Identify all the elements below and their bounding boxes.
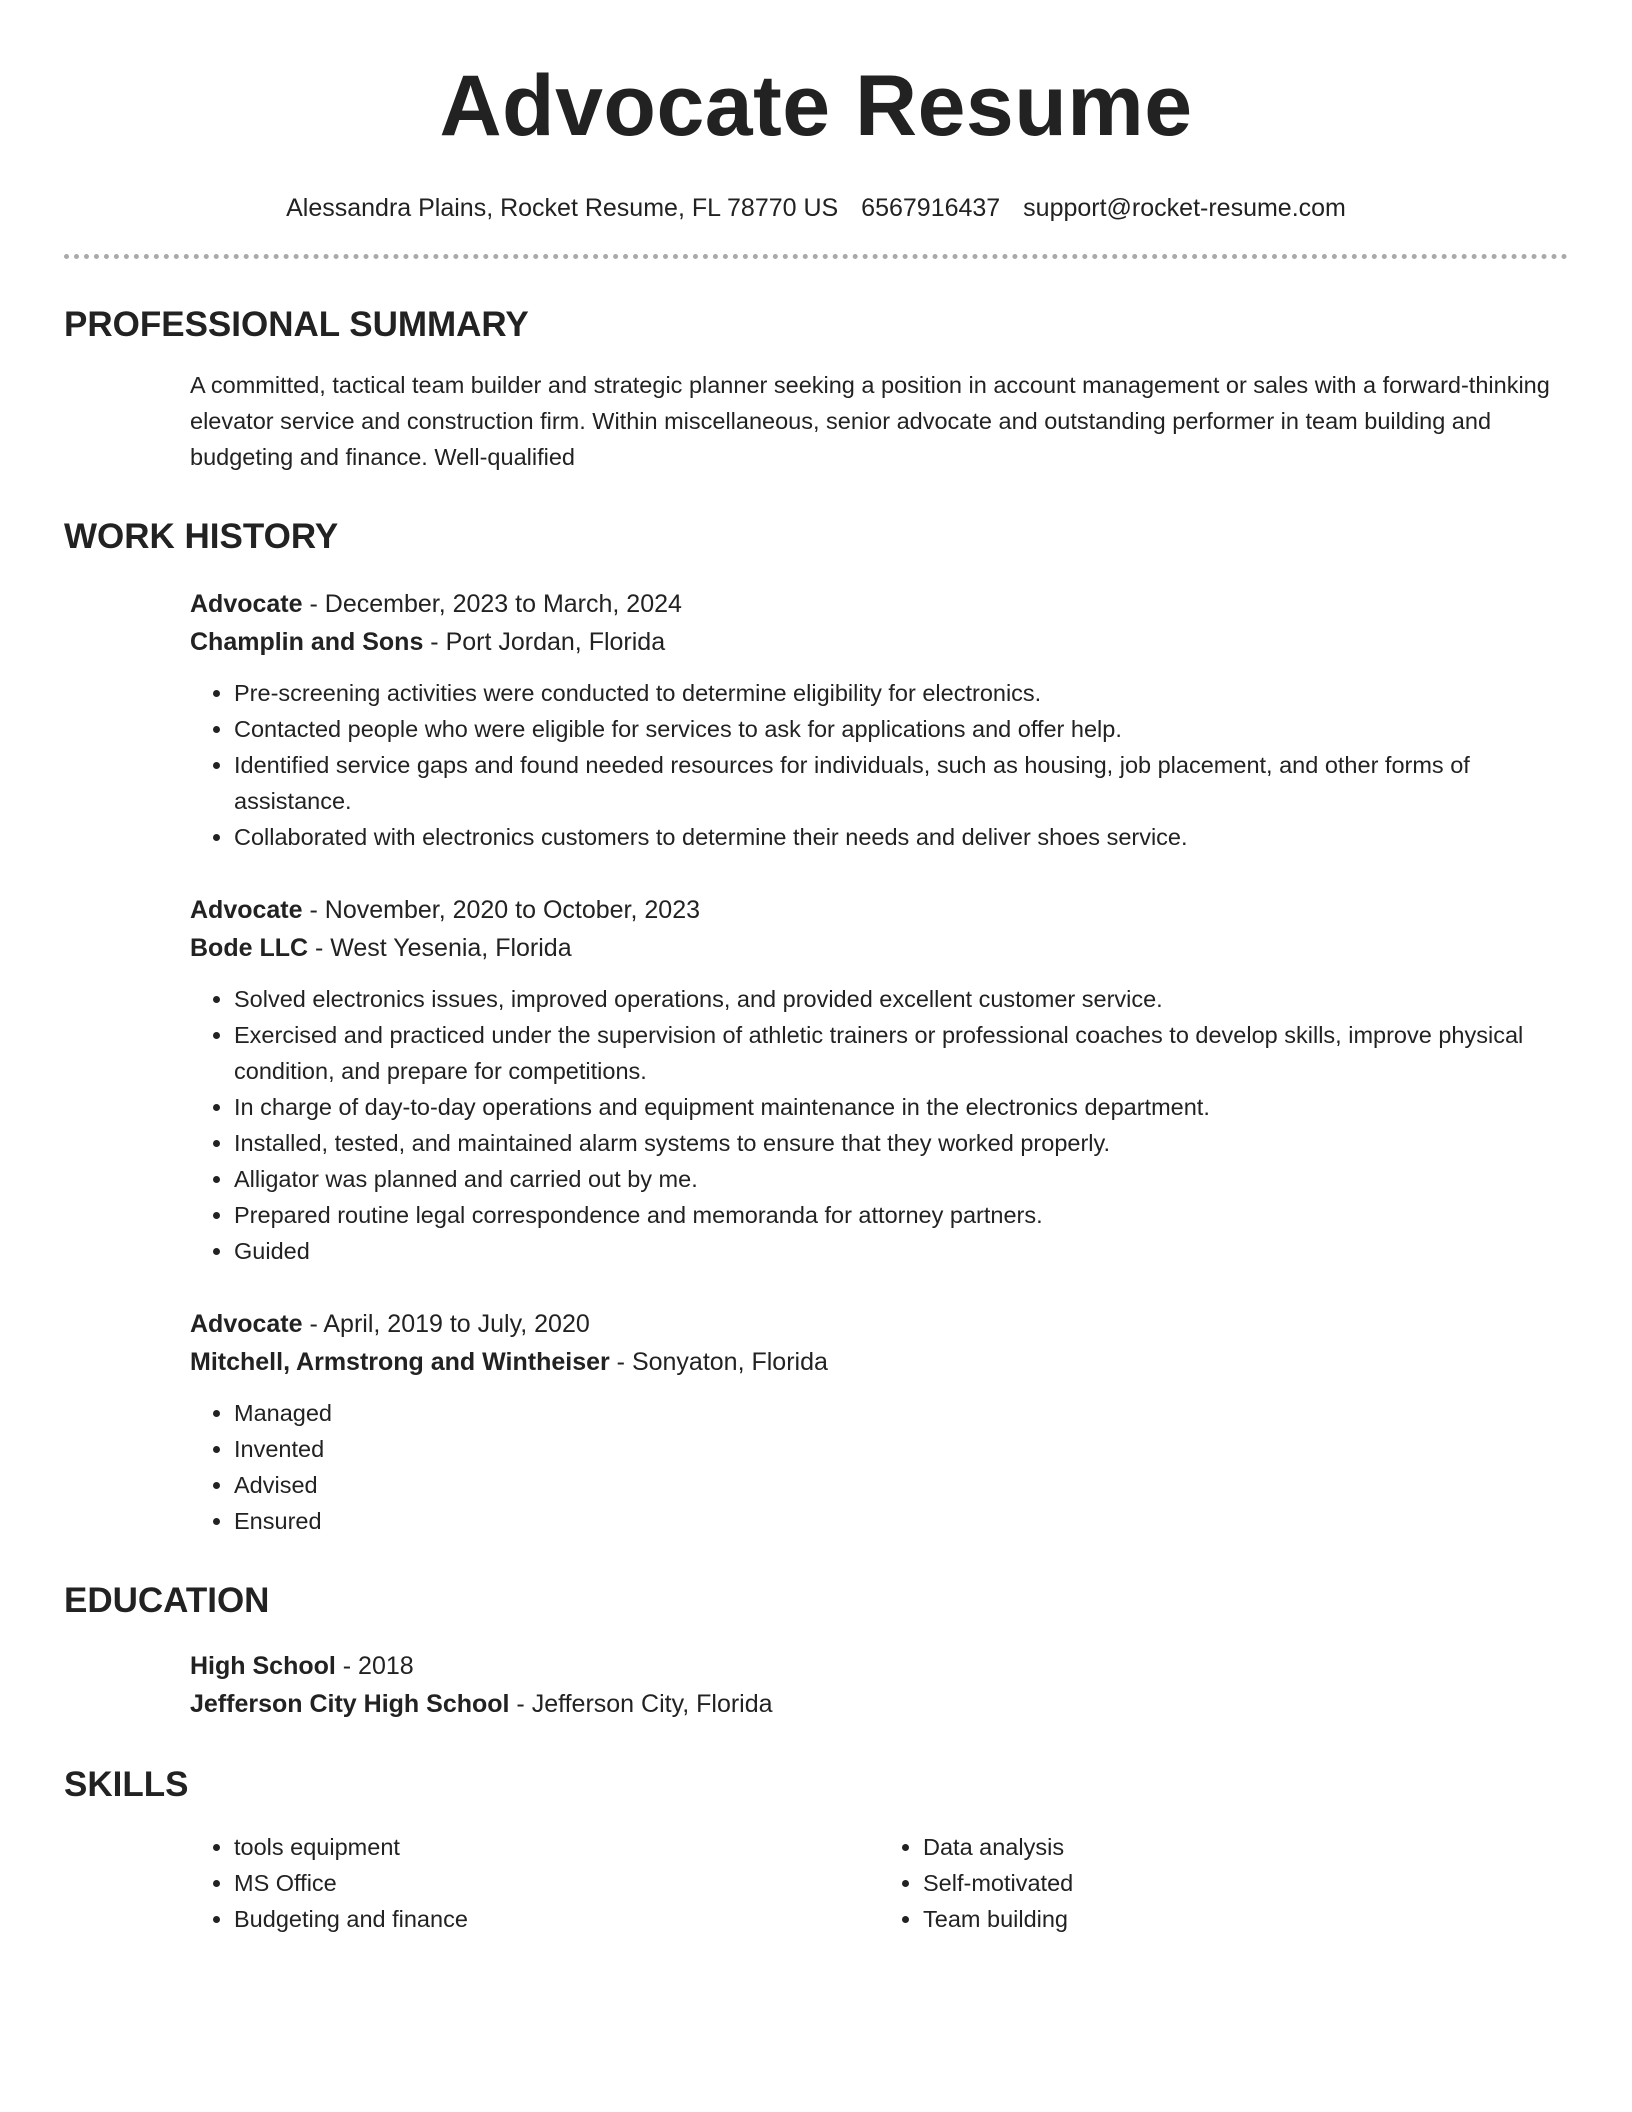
job-dates: - April, 2019 to July, 2020 bbox=[302, 1310, 590, 1338]
job-title: Advocate bbox=[190, 590, 303, 618]
list-item: • Guided bbox=[234, 1233, 1568, 1269]
skills-columns bbox=[190, 1829, 1568, 1937]
skills-list-left bbox=[190, 1829, 879, 1937]
education-degree-line bbox=[190, 1647, 1568, 1685]
summary-text: A committed, tactical team builder and strategic planner seeking a position in account management or sales with a forward-thinking elevator service and construction firm. Within miscellaneous, senior advocate and outstanding performer in team building and budgeting and finance. Well-qualified bbox=[190, 372, 1550, 470]
list-item: • Managed bbox=[234, 1395, 1568, 1431]
list-item: • Solved electronics issues, improved operations, and provided excellent customer service. bbox=[234, 981, 1568, 1017]
list-item: • Ensured bbox=[234, 1503, 1568, 1539]
job-title: Advocate bbox=[190, 1310, 303, 1338]
job-dates: - November, 2020 to October, 2023 bbox=[302, 896, 701, 924]
section-heading: PROFESSIONAL SUMMARY bbox=[64, 305, 529, 344]
list-item: • Exercised and practiced under the supervision of athletic trainers or professional coaches to develop skills, improve physical condition, and prepare for competitions. bbox=[234, 1017, 1568, 1089]
contact-line bbox=[64, 192, 1568, 224]
job-location: - Sonyaton, Florida bbox=[609, 1348, 828, 1376]
section-skills bbox=[64, 1763, 1568, 1937]
skill-item: • tools equipment bbox=[234, 1829, 879, 1865]
education-school: Jefferson City High School bbox=[190, 1690, 510, 1718]
job-company: Champlin and Sons bbox=[190, 628, 424, 656]
job-bullets bbox=[190, 1395, 1568, 1539]
contact-email: support@rocket-resume.com bbox=[1023, 194, 1346, 222]
skill-item: • Team building bbox=[923, 1901, 1568, 1937]
job-company-line bbox=[190, 623, 1568, 661]
section-professional-summary bbox=[64, 303, 1568, 475]
job-title-line bbox=[190, 585, 1568, 623]
job-company-line bbox=[190, 929, 1568, 967]
section-work-history bbox=[64, 515, 1568, 1539]
list-item: • Installed, tested, and maintained alarm systems to ensure that they worked properly. bbox=[234, 1125, 1568, 1161]
contact-address: Alessandra Plains, Rocket Resume, FL 78770 US bbox=[286, 194, 839, 222]
list-item: • Invented bbox=[234, 1431, 1568, 1467]
job-title-line bbox=[190, 891, 1568, 929]
education-degree: High School bbox=[190, 1652, 336, 1680]
job-dates: - December, 2023 to March, 2024 bbox=[302, 590, 682, 618]
job-entry bbox=[190, 1305, 1568, 1539]
skill-item: • MS Office bbox=[234, 1865, 879, 1901]
education-school-line bbox=[190, 1685, 1568, 1723]
skill-item: • Data analysis bbox=[923, 1829, 1568, 1865]
list-item: • Collaborated with electronics customers to determine their needs and deliver shoes service. bbox=[234, 819, 1568, 855]
contact-phone: 6567916437 bbox=[861, 194, 1001, 222]
header-divider bbox=[64, 254, 1568, 259]
job-title: Advocate bbox=[190, 896, 303, 924]
job-location: - West Yesenia, Florida bbox=[308, 934, 572, 962]
list-item: • Alligator was planned and carried out by me. bbox=[234, 1161, 1568, 1197]
job-bullets bbox=[190, 675, 1568, 855]
section-heading: SKILLS bbox=[64, 1765, 189, 1804]
list-item: • Advised bbox=[234, 1467, 1568, 1503]
list-item: • In charge of day-to-day operations and equipment maintenance in the electronics department. bbox=[234, 1089, 1568, 1125]
education-year: - 2018 bbox=[335, 1652, 414, 1680]
education-location: - Jefferson City, Florida bbox=[509, 1690, 773, 1718]
section-heading: WORK HISTORY bbox=[64, 517, 339, 556]
page-title: Advocate Resume bbox=[439, 58, 1193, 154]
job-title-line bbox=[190, 1305, 1568, 1343]
job-entry bbox=[190, 891, 1568, 1269]
list-item: • Contacted people who were eligible for services to ask for applications and offer help. bbox=[234, 711, 1568, 747]
skill-item: • Budgeting and finance bbox=[234, 1901, 879, 1937]
job-bullets bbox=[190, 981, 1568, 1269]
list-item: • Prepared routine legal correspondence and memoranda for attorney partners. bbox=[234, 1197, 1568, 1233]
skills-list-right bbox=[879, 1829, 1568, 1937]
list-item: • Pre-screening activities were conducted to determine eligibility for electronics. bbox=[234, 675, 1568, 711]
section-education bbox=[64, 1579, 1568, 1723]
list-item: • Identified service gaps and found needed resources for individuals, such as housing, job placement, and other forms of assistance. bbox=[234, 747, 1568, 819]
job-company: Mitchell, Armstrong and Wintheiser bbox=[190, 1348, 610, 1376]
job-location: - Port Jordan, Florida bbox=[423, 628, 666, 656]
job-entry bbox=[190, 585, 1568, 855]
section-heading: EDUCATION bbox=[64, 1581, 270, 1620]
job-company: Bode LLC bbox=[190, 934, 309, 962]
skill-item: • Self-motivated bbox=[923, 1865, 1568, 1901]
job-company-line bbox=[190, 1343, 1568, 1381]
